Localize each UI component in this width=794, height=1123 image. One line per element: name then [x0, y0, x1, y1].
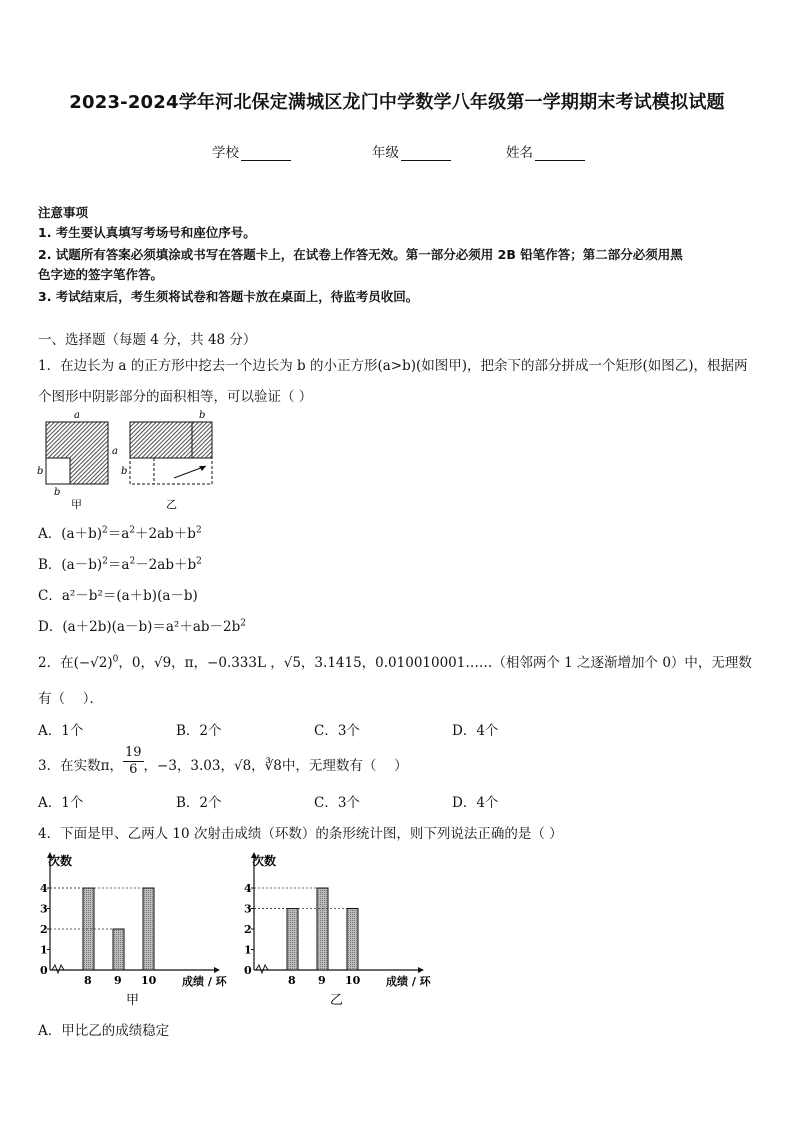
label-b-left: b	[37, 466, 44, 477]
sup: 2	[195, 525, 202, 536]
label-a-top: a	[74, 410, 80, 421]
grade-label: 年级	[372, 145, 399, 161]
y-tick-label: 2	[40, 923, 48, 936]
bar	[83, 888, 94, 970]
label-b-left-yi: b	[121, 466, 128, 477]
frac-num: 19	[124, 745, 142, 760]
y-tick-label: 3	[244, 902, 252, 916]
q2-stem	[38, 651, 752, 671]
q2-expr: (−√2)	[73, 655, 113, 671]
notice-item: 1. 考生要认真填写考场号和座位序号。	[38, 225, 256, 240]
bar	[113, 929, 124, 970]
q1-option-d[interactable]	[38, 615, 246, 635]
bar-chart-yi	[234, 848, 444, 1006]
chart-title: 乙	[330, 993, 344, 1006]
q3-repeating: 3.03	[190, 758, 221, 774]
y-tick-label: 0	[244, 964, 252, 977]
sup: 2	[101, 525, 108, 536]
q2-option-b[interactable]: B．2个	[176, 723, 222, 739]
opt-text: B．(a－b)	[38, 557, 103, 573]
bar	[143, 888, 154, 970]
bar	[317, 888, 328, 970]
y-tick-label: 1	[244, 943, 252, 957]
notice-heading: 注意事项	[38, 205, 89, 220]
q3-mid: ，−3，	[143, 758, 191, 774]
label-jia: 甲	[71, 498, 82, 511]
frac-den: 6	[129, 762, 138, 777]
rect-shaded	[130, 422, 212, 458]
x-tick-label: 9	[114, 974, 122, 987]
bar-chart-jia	[30, 848, 240, 1006]
axis-break	[256, 965, 268, 973]
q3-option-c[interactable]: C．3个	[314, 795, 360, 811]
page-title: 2023-2024学年河北保定满城区龙门中学数学八年级第一学期期末考试模拟试题	[69, 92, 725, 113]
sup: 2	[129, 556, 136, 567]
x-tick-label: 8	[288, 974, 296, 987]
opt-text: ＋2ab＋b	[135, 526, 196, 542]
y-tick-label: 4	[244, 882, 252, 895]
y-tick-label: 4	[40, 882, 48, 895]
y-tick-label: 0	[40, 964, 48, 977]
label-b-top-yi: b	[199, 410, 206, 421]
bar	[287, 909, 298, 971]
q3-fraction	[123, 745, 144, 778]
x-tick-label: 10	[345, 974, 361, 987]
label-b-bottom: b	[54, 487, 61, 498]
q3-tail: ，√8，∛8中，无理数有（ ）	[220, 758, 408, 774]
q4-stem: 4．下面是甲、乙两人 10 次射击成绩（环数）的条形统计图，则下列说法正确的是（ ）	[38, 826, 563, 842]
q1-figure	[34, 408, 224, 514]
sup: 2	[102, 556, 108, 567]
small-square-hole	[46, 458, 70, 484]
q1-option-a[interactable]	[38, 522, 202, 542]
sup: 2	[129, 525, 136, 536]
sup: 2	[240, 618, 246, 629]
grade-blank[interactable]	[401, 146, 451, 161]
q2-option-c[interactable]: C．3个	[314, 723, 360, 739]
q3-stem	[38, 745, 408, 781]
opt-text: D．(a＋2b)(a－b)＝a²＋ab－2b	[38, 619, 241, 635]
name-blank[interactable]	[535, 146, 585, 161]
x-axis-title: 成绩 / 环	[386, 975, 431, 988]
x-axis-arrow	[214, 967, 220, 973]
x-tick-label: 8	[84, 974, 92, 987]
q3-option-a[interactable]: A．1个	[38, 795, 84, 811]
y-tick-label: 2	[244, 923, 252, 936]
q4-option-a[interactable]: A．甲比乙的成绩稳定	[38, 1023, 170, 1039]
axis-break	[52, 965, 64, 973]
section-heading: 一、选择题（每题 4 分，共 48 分）	[38, 332, 257, 348]
name-field[interactable]	[506, 141, 585, 161]
q3-option-d[interactable]: D．4个	[452, 795, 499, 811]
notice-item: 色字迹的签字笔作答。	[38, 267, 164, 282]
y-tick-label: 3	[40, 902, 48, 916]
notice-item: 2. 试题所有答案必须填涂或书写在答题卡上，在试卷上作答无效。第一部分必须用 2B 铅笔作答；第二部分必须用黑	[38, 247, 683, 262]
x-axis-arrow	[418, 967, 424, 973]
q2-option-a[interactable]: A．1个	[38, 723, 84, 739]
grade-field[interactable]	[372, 141, 451, 161]
bar	[347, 909, 358, 971]
chart-title: 甲	[126, 993, 140, 1006]
opt-text: ＝a	[107, 526, 130, 542]
x-axis-title: 成绩 / 环	[182, 975, 227, 988]
q3-option-b[interactable]: B．2个	[176, 795, 222, 811]
x-tick-label: 10	[141, 974, 157, 987]
label-a-right: a	[112, 446, 118, 457]
y-axis-title: 次数	[48, 854, 73, 868]
opt-text: A．(a＋b)	[38, 526, 102, 542]
x-tick-label: 9	[318, 974, 326, 987]
notice-item: 3. 考试结束后，考生须将试卷和答题卡放在桌面上，待监考员收回。	[38, 289, 419, 304]
y-axis-title: 次数	[252, 854, 277, 868]
q1-stem: 个图形中阴影部分的面积相等，可以验证（ ）	[38, 389, 313, 405]
q2-prefix: 2．在	[38, 655, 74, 671]
school-field[interactable]	[212, 141, 291, 161]
q1-option-c[interactable]: C．a²－b²＝(a＋b)(a－b)	[38, 588, 198, 604]
opt-text: ＝a	[107, 557, 130, 573]
name-label: 姓名	[506, 145, 533, 161]
q2-stem-line2: 有（ ）．	[38, 691, 104, 707]
label-yi: 乙	[166, 498, 177, 511]
y-tick-label: 1	[40, 943, 48, 957]
q3-prefix: 3．在实数π，	[38, 758, 123, 774]
school-blank[interactable]	[241, 146, 291, 161]
opt-text: －2ab＋b	[135, 557, 197, 573]
sup: 2	[196, 556, 202, 567]
q2-option-d[interactable]: D．4个	[452, 723, 499, 739]
q1-stem: 1．在边长为 a 的正方形中挖去一个边长为 b 的小正方形(a>b)(如图甲)，把余下的部分拼成一个矩形(如图乙)，根据两	[38, 358, 748, 374]
rect-dashed	[130, 458, 212, 484]
q1-option-b[interactable]	[38, 553, 202, 573]
sup: 0	[112, 654, 119, 665]
q2-list: ，0，√9，π，−0.333L ，√5，3.1415，0.010010001……（相邻两个 1 之逐渐增加个 0）中，无理数	[118, 655, 752, 671]
school-label: 学校	[212, 145, 239, 161]
